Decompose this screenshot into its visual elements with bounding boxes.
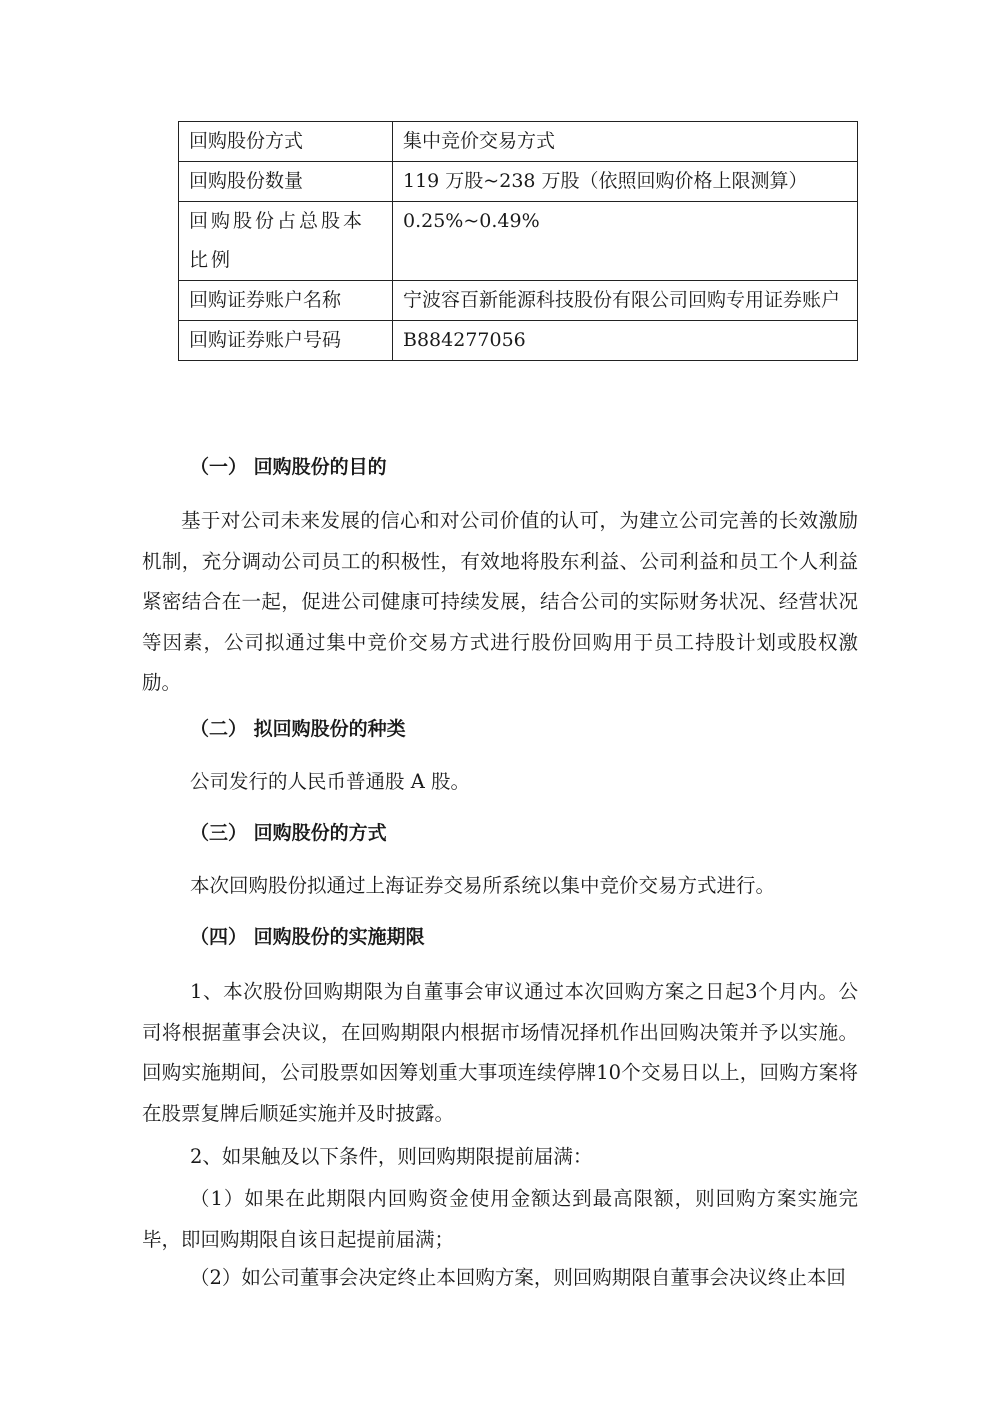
section-paragraph-method: 本次回购股份拟通过上海证券交易所系统以集中竞价交易方式进行。	[190, 874, 776, 897]
table-row	[179, 162, 858, 202]
table-value: 0.25%~0.49%	[393, 202, 858, 281]
section-heading-method: （三） 回购股份的方式	[190, 822, 387, 844]
table-key: 回购证券账户名称	[179, 281, 393, 321]
table-row	[179, 281, 858, 321]
table-value: B884277056	[393, 321, 858, 361]
table-key: 回购股份占总股本比例	[179, 202, 393, 281]
table-row	[179, 321, 858, 361]
section-heading-purpose: （一） 回购股份的目的	[190, 456, 387, 478]
section-paragraph-purpose: 基于对公司未来发展的信心和对公司价值的认可，为建立公司完善的长效激励机制，充分调动公司员工的积极性，有效地将股东利益、公司利益和员工个人利益紧密结合在一起，促进公司健康可持续发展，结合公司的实际财务状况、经营状况等因素，公司拟通过集中竞价交易方式进行股份回购用于员工持股计划或股权激励。	[142, 509, 858, 694]
table-value: 119 万股~238 万股（依照回购价格上限测算）	[393, 162, 858, 202]
table-value: 集中竞价交易方式	[393, 122, 858, 162]
section-paragraph-period-2: 2、如果触及以下条件，则回购期限提前届满：	[190, 1145, 593, 1168]
section-paragraph-period-1: 1、本次股份回购期限为自董事会审议通过本次回购方案之日起3个月内。公司将根据董事会决议，在回购期限内根据市场情况择机作出回购决策并予以实施。回购实施期间，公司股票如因筹划重大事项连续停牌10个交易日以上，回购方案将在股票复牌后顺延实施并及时披露。	[142, 980, 858, 1125]
table-key: 回购股份数量	[179, 162, 393, 202]
section-paragraph-share-type: 公司发行的人民币普通股 A 股。	[190, 770, 470, 793]
repurchase-info-table	[178, 121, 858, 361]
section-paragraph-period-4: （2）如公司董事会决定终止本回购方案，则回购期限自董事会决议终止本回	[190, 1266, 846, 1289]
table-value: 宁波容百新能源科技股份有限公司回购专用证券账户	[393, 281, 858, 321]
section-paragraph-period-3: （1）如果在此期限内回购资金使用金额达到最高限额，则回购方案实施完毕，即回购期限自该日起提前届满；	[142, 1187, 858, 1251]
table-key: 回购证券账户号码	[179, 321, 393, 361]
table-row	[179, 122, 858, 162]
table-row	[179, 202, 858, 281]
section-heading-period: （四） 回购股份的实施期限	[190, 926, 425, 948]
section-heading-share-type: （二） 拟回购股份的种类	[190, 718, 406, 740]
table-key: 回购股份方式	[179, 122, 393, 162]
